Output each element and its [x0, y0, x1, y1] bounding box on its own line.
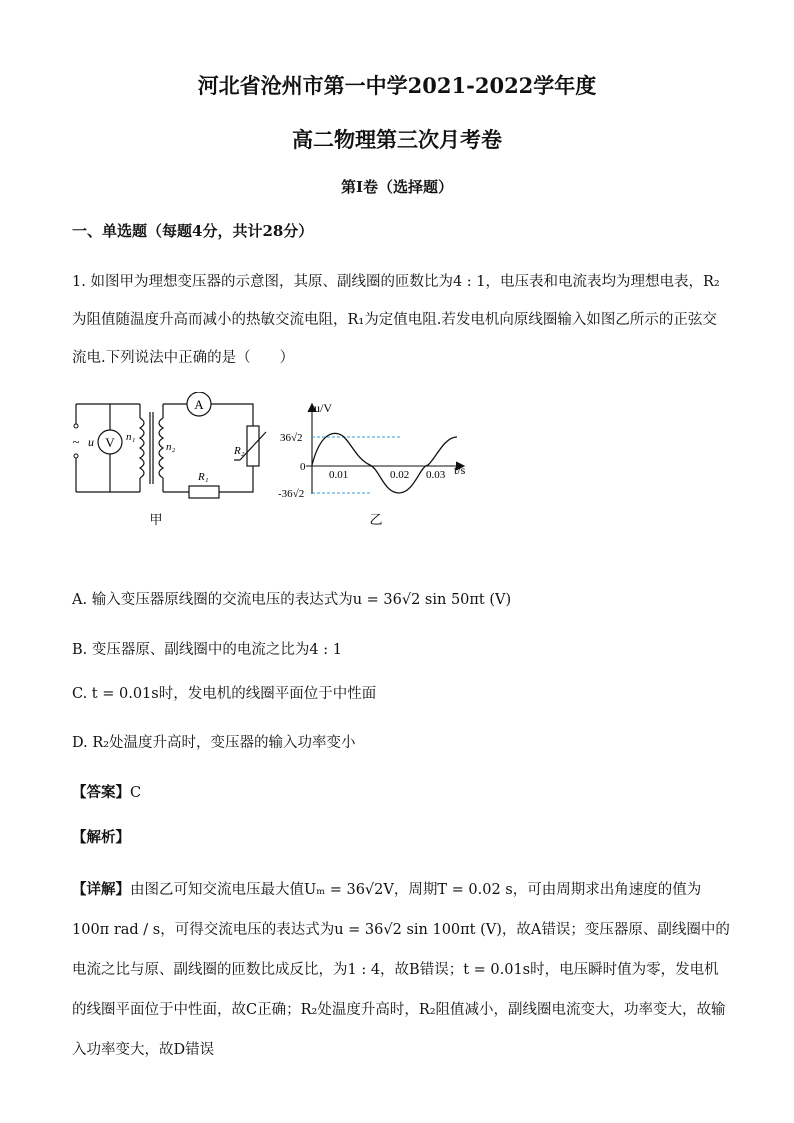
detail-label: 【详解】: [72, 881, 130, 898]
voltmeter-label: V: [105, 435, 115, 450]
figure-jia-caption: 甲: [149, 512, 163, 527]
circuit-diagram: [70, 392, 270, 532]
volume-heading: 第I卷（选择题）: [340, 178, 454, 196]
option-d: D. R₂处温度升高时，变压器的输入功率变小: [72, 735, 356, 751]
y-max-label: 36√2: [280, 432, 303, 444]
y-min-label: -36√2: [278, 488, 305, 500]
n1-label: n₁: [126, 431, 136, 443]
y-axis-label: u/V: [314, 401, 332, 415]
detail-paragraph: [72, 870, 732, 1070]
ammeter-label: A: [194, 397, 204, 412]
option-a: A. 输入变压器原线圈的交流电压的表达式为u = 36√2 sin 50πt (V): [72, 592, 512, 608]
x-axis-label: t/s: [454, 463, 466, 477]
n2-label: n₂: [166, 441, 176, 453]
tick-001: 0.01: [329, 469, 349, 481]
tick-003: 0.03: [426, 469, 446, 481]
figure-yi-caption: 乙: [369, 512, 383, 527]
option-c: C. t = 0.01s时，发电机的线圈平面位于中性面: [72, 686, 377, 702]
title-line-1: 河北省沧州市第一中学2021-2022学年度: [197, 73, 597, 98]
section-heading: 一、单选题（每题4分，共计28分）: [72, 222, 314, 240]
question-1-stem: 1. 如图甲为理想变压器的示意图，其原、副线圈的匝数比为4 : 1，电压表和电流表均为理想电表，R₂为阻值随温度升高而减小的热敏交流电阻，R₁为定值电阻.若发电机向原线圈输入如图乙所示的正弦交流电.下列说法中正确的是（ ）: [72, 274, 720, 366]
r1-label: R₁: [198, 471, 209, 483]
tick-002: 0.02: [390, 469, 410, 481]
origin-label: 0: [300, 461, 306, 473]
sine-curve: [312, 433, 457, 493]
answer-label: 【答案】: [72, 784, 130, 801]
answer-line: [72, 781, 141, 802]
option-b: B. 变压器原、副线圈中的电流之比为4 : 1: [72, 642, 342, 658]
r2-label: R₂: [234, 445, 245, 457]
u-label: u: [88, 435, 94, 449]
detail-text: 由图乙可知交流电压最大值Uₘ = 36√2V，周期T = 0.02 s，可由周期求出角速度的值为100π rad / s，可得交流电压的表达式为u = 36√2 sin 100πt (V)，故A错误；变压器原、副线圈中的电流之比与原、副线圈的匝数比成反比，为1 : 4，故B错误；t = 0.01s时，电压瞬时值为零，发电机的线圈平面位于中性面，故C正确；R₂处温度升高时，R₂阻值减小，副线圈电流变大，功率变大，故输入功率变大，故D错误: [72, 882, 730, 1058]
voltage-graph: [276, 400, 481, 530]
analysis-label: 【解析】: [72, 829, 130, 846]
title-line-2: 高二物理第三次月考卷: [292, 127, 502, 152]
ac-source-symbol: ~: [72, 434, 80, 449]
answer-value: C: [130, 785, 142, 801]
